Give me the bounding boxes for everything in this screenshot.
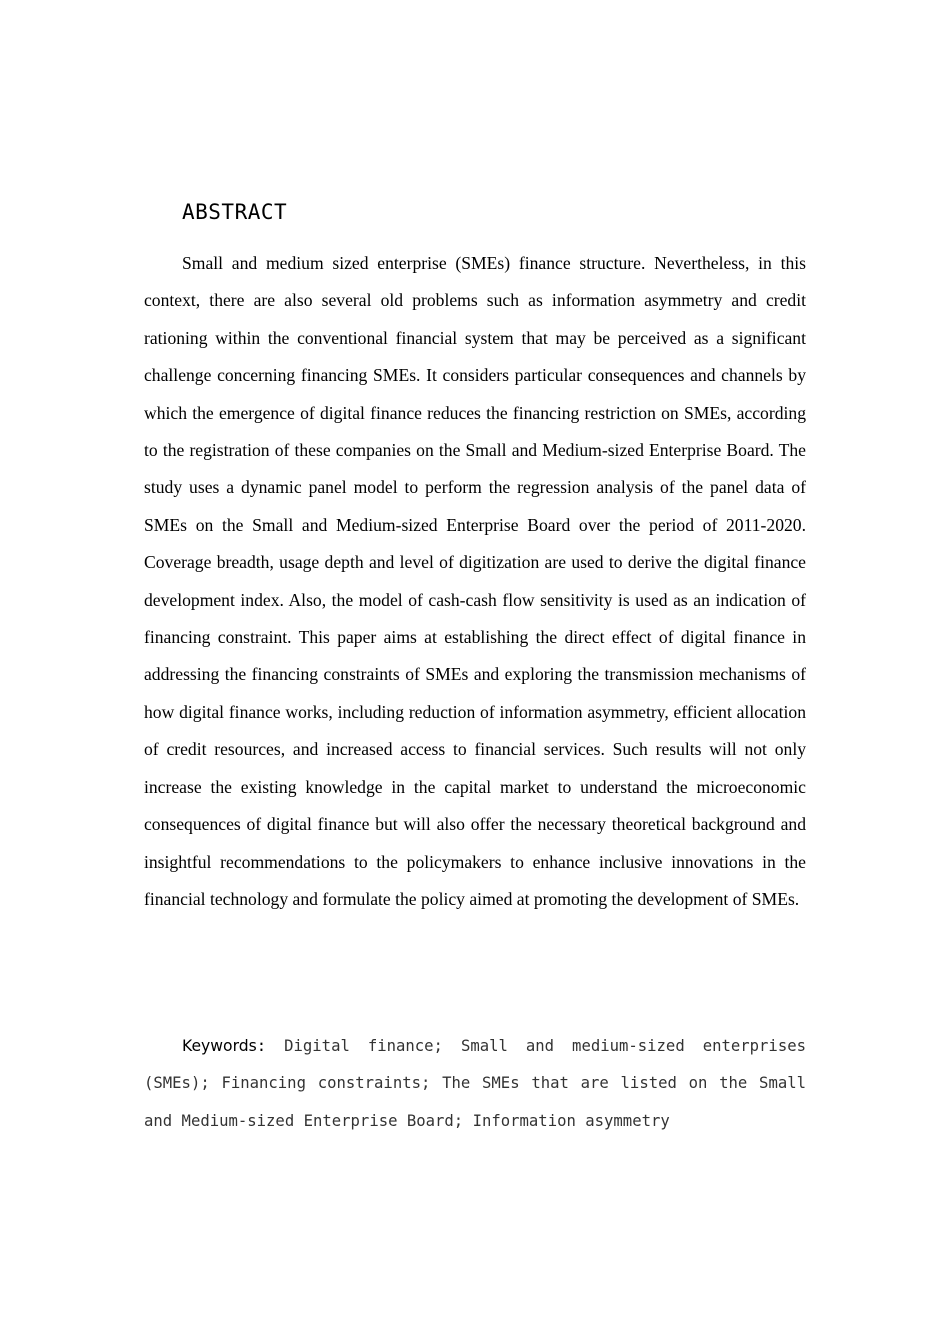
keywords-label: Keywords	[182, 1037, 257, 1055]
abstract-body: Small and medium sized enterprise (SMEs) finance structure. Nevertheless, in this context, there are also several old problems such as information asymmetry and credit rationing within the conventional financial system that may be perceived as a significant challenge concerning financing SMEs. It considers particular consequences and channels by which the emergence of digital finance reduces the financing restriction on SMEs, according to the registration of these companies on the Small and Medium-sized Enterprise Board. The study uses a dynamic panel model to perform the regression analysis of the panel data of SMEs on the Small and Medium-sized Enterprise Board over the period of 2011-2020. Coverage breadth, usage depth and level of digitization are used to derive the digital finance development index. Also, the model of cash-cash flow sensitivity is used as an indication of financing constraint. This paper aims at establishing the direct effect of digital finance in addressing the financing constraints of SMEs and exploring the transmission mechanisms of how digital finance works, including reduction of information asymmetry, efficient allocation of credit resources, and increased access to financial services. Such results will not only increase the existing knowledge in the capital market to understand the microeconomic consequences of digital finance but will also offer the necessary theoretical background and insightful recommendations to the policymakers to enhance inclusive innovations in the financial technology and formulate the policy aimed at promoting the development of SMEs.	[144, 253, 806, 909]
keywords-separator: :	[256, 1037, 285, 1055]
keywords-text: Digital finance; Small and medium-sized enterprises (SMEs); Financing constraints; The SMEs that are listed on the Small and Medium-sized Enterprise Board; Information asymmetry	[144, 1037, 806, 1130]
abstract-heading: ABSTRACT	[182, 200, 288, 224]
keywords-paragraph	[144, 1028, 806, 1140]
